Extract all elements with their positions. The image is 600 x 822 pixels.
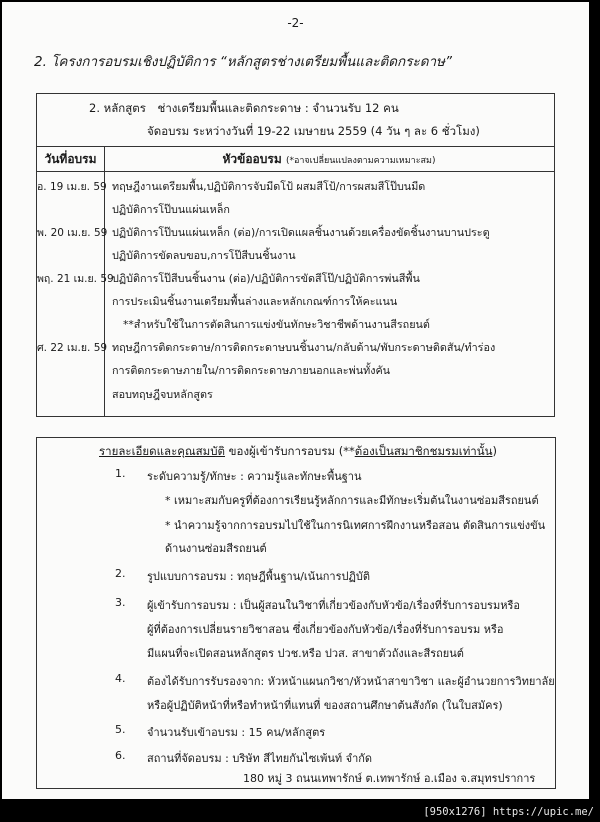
item-subtext: * นำความรู้จากการอบรมไปใช้ในการนิเทศการฝึกงานหรือสอน ตัดสินการแข่งขัน (165, 519, 546, 532)
item-subtext: ผู้ที่ต้องการเปลี่ยนรายวิชาสอน ซึ่งเกี่ยวข้องกับหัวข้อ/เรื่องที่รับการอบรม หรือ (147, 623, 504, 636)
row-date: พฤ. 21 เม.ย. 59 (37, 273, 114, 285)
venue-address: 180 หมู่ 3 ถนนเทพารักษ์ ต.เทพารักษ์ อ.เมือง จ.สมุทรปราการ (243, 772, 536, 785)
item-text: สถานที่จัดอบรม : บริษัท สีไทยกันไซเพ้นท์ จำกัด (147, 752, 373, 765)
course-label: 2. หลักสูตร (89, 101, 146, 115)
topic-line: การประเมินชิ้นงานเตรียมพื้นล่างและหลักเกณฑ์การให้คะแนน (112, 295, 398, 308)
column-header-topic-label: หัวข้ออบรม (222, 152, 282, 166)
item-text: ระดับความรู้/ทักษะ : ความรู้และทักษะพื้นฐาน (147, 470, 362, 483)
participant-qualifications-box (36, 437, 556, 789)
image-host-watermark: [950x1276] https://upic.me/ (423, 806, 594, 818)
training-schedule-table (36, 93, 555, 417)
course-line (89, 100, 399, 118)
page-number: -2- (287, 16, 304, 30)
table-header-row (37, 146, 554, 172)
item-text: จำนวนรับเข้าอบรม : 15 คน/หลักสูตร (147, 726, 326, 739)
topic-line: ปฏิบัติการขัดลบขอบ,การโป๊สีบนชิ้นงาน (112, 249, 296, 262)
item-subtext: * เหมาะสมกับครูที่ต้องการเรียนรู้หลักการและมีทักษะเริ่มต้นในงานซ่อมสีรถยนต์ (165, 494, 539, 507)
column-header-date: วันที่อบรม (44, 152, 97, 166)
item-number: 2. (115, 567, 126, 580)
section-title: 2. โครงการอบรมเชิงปฏิบัติการ “หลักสูตรช่างเตรียมพื้นและติดกระดาษ” (34, 54, 452, 70)
course-capacity: : จำนวนรับ 12 คน (304, 101, 399, 115)
item-text: รูปแบบการอบรม : ทฤษฎีพื้นฐาน/เน้นการปฏิบัติ (147, 570, 370, 583)
topic-line: ปฏิบัติการโป๊บนแผ่นเหล็ก (ต่อ)/การเปิดแผลชิ้นงานด้วยเครื่องขัดชิ้นงานบานประตู (112, 226, 490, 239)
column-header-topic-note: (*อาจเปลี่ยนแปลงตามความเหมาะสม) (285, 156, 436, 166)
topic-line: ทฤษฎีการติดกระดาษ/การติดกระดาษบนชิ้นงาน/กลับด้าน/พับกระดาษติดสัน/ทำร่อง (112, 341, 496, 354)
qualifications-heading-middle: ของผู้เข้ารับการอบรม (** (225, 444, 355, 458)
course-name: ช่างเตรียมพื้นและติดกระดาษ (157, 101, 302, 115)
topic-line: ปฏิบัติการโป๊บนแผ่นเหล็ก (112, 203, 230, 216)
membership-requirement: ต้องเป็นสมาชิกชมรมเท่านั้น (354, 444, 493, 458)
item-number: 5. (115, 723, 126, 736)
item-subtext: มีแผนที่จะเปิดสอนหลักสูตร ปวช.หรือ ปวส. สาขาตัวถังและสีรถยนต์ (147, 647, 464, 660)
row-date: อ. 19 เม.ย. 59 (37, 181, 107, 193)
row-date: พ. 20 เม.ย. 59 (37, 227, 108, 239)
item-text: ผู้เข้ารับการอบรม : เป็นผู้สอนในวิชาที่เกี่ยวข้องกับหัวข้อ/เรื่องที่รับการอบรมหรือ (147, 599, 520, 612)
row-date: ศ. 22 เม.ย. 59 (37, 342, 108, 354)
item-subtext: หรือผู้ปฏิบัติหน้าที่หรือทำหน้าที่แทนที่ ของสถานศึกษาต้นสังกัด (ในใบสมัคร) (147, 699, 503, 712)
qualifications-heading: รายละเอียดและคุณสมบัติ (99, 444, 226, 458)
topic-line: สอบทฤษฎีจบหลักสูตร (112, 388, 213, 401)
topic-line: ทฤษฎีงานเตรียมพื้น,ปฏิบัติการจับมีดโป้ ผสมสีโป้/การผสมสีโป๊บนมีด (112, 180, 426, 193)
column-header-topic (104, 150, 554, 169)
item-number: 3. (115, 596, 126, 609)
item-number: 1. (115, 467, 126, 480)
qualifications-heading-end: ) (492, 444, 497, 458)
topic-line: การติดกระดาษภายใน/การติดกระดาษภายนอกและพ่นทั้งคัน (112, 364, 391, 377)
topic-line: ปฏิบัติการโป๊สีบนชิ้นงาน (ต่อ)/ปฏิบัติการขัดสีโป๊/ปฏิบัติการพ่นสีพื้น (112, 272, 420, 285)
course-header (37, 94, 554, 147)
document-page (2, 2, 589, 799)
topic-note-line: **สำหรับใช้ในการตัดสินการแข่งขันทักษะวิชาชีพด้านงานสีรถยนต์ (123, 318, 430, 331)
item-number: 4. (115, 672, 126, 685)
course-date-range: จัดอบรม ระหว่างวันที่ 19-22 เมษายน 2559 (4 วัน ๆ ละ 6 ชั่วโมง) (147, 124, 480, 138)
item-number: 6. (115, 749, 126, 762)
item-text: ต้องได้รับการรับรองจาก: หัวหน้าแผนกวิชา/หัวหน้าสาขาวิชา และผู้อำนวยการวิทยาลัย (147, 675, 555, 688)
qualifications-title (99, 443, 497, 461)
item-subtext: ด้านงานซ่อมสีรถยนต์ (165, 542, 267, 555)
